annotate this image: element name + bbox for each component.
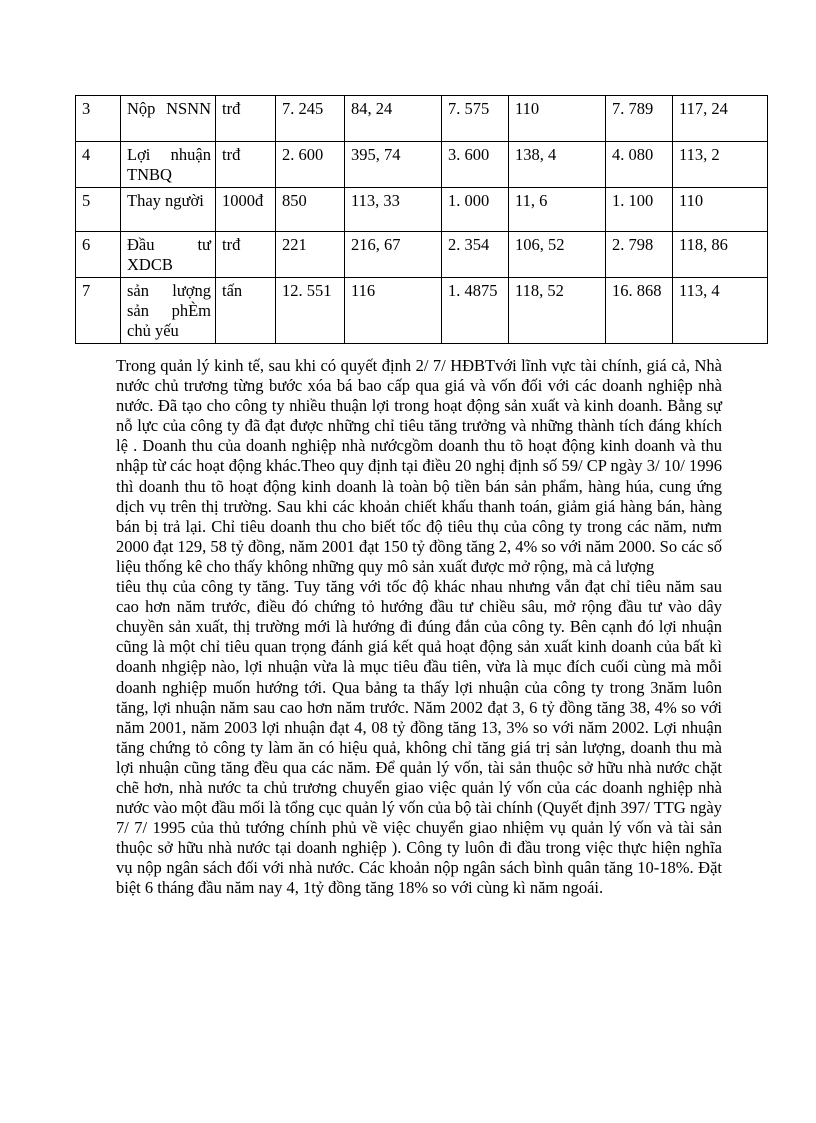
unit-cell: trđ <box>216 142 276 188</box>
row-number: 7 <box>76 278 121 344</box>
row-number: 4 <box>76 142 121 188</box>
indicator-name: Nộp NSNN <box>121 96 216 142</box>
unit-cell: trđ <box>216 96 276 142</box>
percent-cell: 11, 6 <box>509 188 606 232</box>
percent-cell: 113, 4 <box>673 278 768 344</box>
value-cell: 2. 600 <box>276 142 345 188</box>
percent-cell: 116 <box>345 278 442 344</box>
value-cell: 2. 354 <box>442 232 509 278</box>
percent-cell: 84, 24 <box>345 96 442 142</box>
value-cell: 2. 798 <box>606 232 673 278</box>
paragraph-profit: tiêu thụ của công ty tăng. Tuy tăng với tốc độ khác nhau nhưng vẫn đạt chỉ tiêu năm sau cao hơn năm trước, điều đó chứng tỏ hướng đầu tư chiều sâu, mở rộng đầu tư vào dây chuyền sản xuất, thị trường mới là hướng đi đúng đắn của công ty. Bên cạnh đó lợi nhuận cũng là một chỉ tiêu quan trọng đánh giá kết quả hoạt động sản xuất kinh doanh của bất kì doanh nhgiệp nào, lợi nhuận vừa là mục tiêu đầu tiên, vừa là mục đích cuối cùng mà mỗi doanh nghiệp muốn hướng tới. Qua bảng ta thấy lợi nhuận của công ty trong 3năm luôn tăng, lợi nhuận năm sau cao hơn năm trước. Năm 2002 đạt 3, 6 tỷ đồng tăng 38, 4% so với năm 2001, năm 2003 lợi nhuận đạt 4, 08 tỷ đồng tăng 13, 3% so với năm 2002. Lợi nhuận tăng chứng tỏ công ty làm ăn có hiệu quả, không chỉ tăng giá trị sản lượng, doanh thu mà lợi nhuận cũng tăng đều qua các năm. Để quản lý vốn, tài sản thuộc sở hữu nhà nước chặt chẽ hơn, nhà nước ta chủ trương chuyển giao việc quản lý vốn của các doanh nghiệp nhà nước vào một đầu mối là tổng cục quản lý vốn của bộ tài chính (Quyết định 397/ TTG ngày 7/ 7/ 1995 của thủ tướng chính phủ về việc chuyển giao nhiệm vụ quản lý vốn và tài sản thuộc sở hữu nhà nước tại doanh nghiệp ). Công ty luôn đi đầu trong việc thực hiện nghĩa vụ nộp ngân sách đối với nhà nước. Các khoản nộp ngân sách bình quân tăng 10-18%. Đặt biệt 6 tháng đầu năm nay 4, 1tỷ đồng tăng 18% so với cùng kì năm ngoái. <box>116 577 722 898</box>
table-row <box>76 188 768 232</box>
unit-cell: 1000đ <box>216 188 276 232</box>
value-cell: 7. 789 <box>606 96 673 142</box>
statistics-table <box>75 95 768 344</box>
value-cell: 12. 551 <box>276 278 345 344</box>
indicator-name: Đầu tư XDCB <box>121 232 216 278</box>
table-row <box>76 96 768 142</box>
indicator-name: Thay người <box>121 188 216 232</box>
value-cell: 4. 080 <box>606 142 673 188</box>
value-cell: 7. 575 <box>442 96 509 142</box>
percent-cell: 113, 2 <box>673 142 768 188</box>
value-cell: 7. 245 <box>276 96 345 142</box>
percent-cell: 113, 33 <box>345 188 442 232</box>
value-cell: 3. 600 <box>442 142 509 188</box>
value-cell: 850 <box>276 188 345 232</box>
value-cell: 221 <box>276 232 345 278</box>
percent-cell: 216, 67 <box>345 232 442 278</box>
table-row <box>76 232 768 278</box>
percent-cell: 395, 74 <box>345 142 442 188</box>
percent-cell: 106, 52 <box>509 232 606 278</box>
table-row <box>76 278 768 344</box>
row-number: 3 <box>76 96 121 142</box>
percent-cell: 110 <box>673 188 768 232</box>
table-row <box>76 142 768 188</box>
value-cell: 16. 868 <box>606 278 673 344</box>
percent-cell: 118, 86 <box>673 232 768 278</box>
value-cell: 1. 4875 <box>442 278 509 344</box>
percent-cell: 110 <box>509 96 606 142</box>
row-number: 5 <box>76 188 121 232</box>
indicator-name: sản lượng sản phÈm chủ yếu <box>121 278 216 344</box>
row-number: 6 <box>76 232 121 278</box>
body-text <box>116 356 722 899</box>
paragraph-revenue: Trong quản lý kinh tế, sau khi có quyết định 2/ 7/ HĐBTvới lĩnh vực tài chính, giá cả, Nhà nước chủ trương từng bước xóa bá bao cấp qua giá và vốn đối với các doanh nghiệp nhà nước. Đã tạo cho công ty nhiều thuận lợi trong hoạt động sản xuất và kinh doanh. Bằng sự nỗ lực của công ty đã đạt được những chỉ tiêu tăng trưởng và những thành tích đáng khích lệ . Doanh thu của doanh nghiệp nhà nướcgồm doanh thu tõ hoạt động kinh doanh và thu nhập từ các hoạt động khác.Theo quy định tại điều 20 nghị định số 59/ CP ngày 3/ 10/ 1996 thì doanh thu tõ hoạt động kinh doanh là toàn bộ tiền bán sản phẩm, hàng húa, cung ứng dịch vụ trên thị trường. Sau khi các khoản chiết khấu thanh toán, giảm giá hàng bán, hàng bán bị trả lại. Chỉ tiêu doanh thu cho biết tốc độ tiêu thụ của công ty trong các năm, nưm 2000 đạt 129, 58 tỷ đồng, năm 2001 đạt 150 tỷ đồng tăng 2, 4% so với năm 2000. So các số liệu thống kê cho thấy không những quy mô sản xuất được mở rộng, mà cả lượng <box>116 356 722 576</box>
unit-cell: tấn <box>216 278 276 344</box>
indicator-name: Lợi nhuận TNBQ <box>121 142 216 188</box>
percent-cell: 118, 52 <box>509 278 606 344</box>
unit-cell: trđ <box>216 232 276 278</box>
percent-cell: 117, 24 <box>673 96 768 142</box>
value-cell: 1. 100 <box>606 188 673 232</box>
percent-cell: 138, 4 <box>509 142 606 188</box>
value-cell: 1. 000 <box>442 188 509 232</box>
